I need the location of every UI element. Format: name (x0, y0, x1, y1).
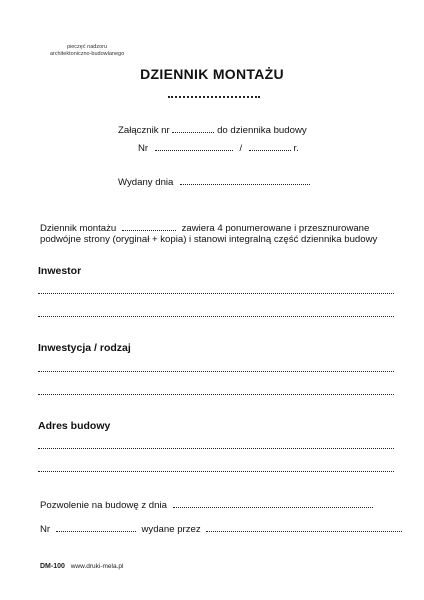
section-investor-heading: Inwestor (38, 265, 82, 277)
publisher-url: www.druki-mela.pl (70, 563, 124, 570)
stamp-line-2: architektoniczno-budowlanego (49, 51, 125, 57)
attachment-label-start: Załącznik nr (118, 125, 170, 136)
attachment-label-end: do dziennika budowy (217, 125, 307, 136)
stamp-line-1: pieczęć nadzoru (66, 44, 108, 50)
investment-field-2[interactable] (38, 394, 394, 395)
attachment-number-field[interactable] (172, 124, 214, 133)
nr-label: Nr (138, 143, 149, 154)
nr-slash: / (239, 143, 243, 154)
permit-date-field[interactable] (173, 499, 373, 508)
footer (40, 563, 123, 570)
attachment-nr-line (138, 142, 299, 154)
section-investment-heading: Inwestycja / rodzaj (38, 342, 131, 354)
attachment-line (118, 124, 307, 136)
investor-field-2[interactable] (38, 316, 394, 317)
investor-field-1[interactable] (38, 293, 394, 294)
statement-number-field[interactable] (122, 222, 176, 231)
address-field-2[interactable] (38, 471, 394, 472)
statement-line-1 (40, 222, 369, 234)
section-address-heading: Adres budowy (38, 420, 111, 432)
permit-nr-label: Nr (40, 524, 51, 535)
page-title: DZIENNIK MONTAŻU (140, 66, 284, 82)
nr-field[interactable] (155, 142, 233, 151)
statement-part-1: Dziennik montażu (40, 223, 117, 234)
statement-part-2: zawiera 4 ponumerowane i przesznurowane (181, 223, 370, 234)
issued-label: Wydany dnia (118, 177, 174, 188)
permit-issued-by-field[interactable] (206, 523, 402, 532)
permit-issued-by-label: wydane przez (141, 524, 201, 535)
form-code: DM-100 (40, 563, 65, 570)
year-suffix: r. (293, 143, 299, 154)
permit-nr-line (40, 523, 402, 535)
title-number-field[interactable] (168, 96, 260, 98)
permit-nr-field[interactable] (56, 523, 136, 532)
stamp-placeholder (40, 44, 134, 58)
statement-line-2: podwójne strony (oryginał + kopia) i stanowi integralną część dziennika budowy (40, 234, 378, 245)
address-field-1[interactable] (38, 448, 394, 449)
permit-label: Pozwolenie na budowę z dnia (40, 500, 167, 511)
investment-field-1[interactable] (38, 371, 394, 372)
year-field[interactable] (249, 142, 291, 151)
issued-line (118, 176, 310, 188)
issued-date-field[interactable] (180, 176, 310, 185)
permit-line (40, 499, 373, 511)
